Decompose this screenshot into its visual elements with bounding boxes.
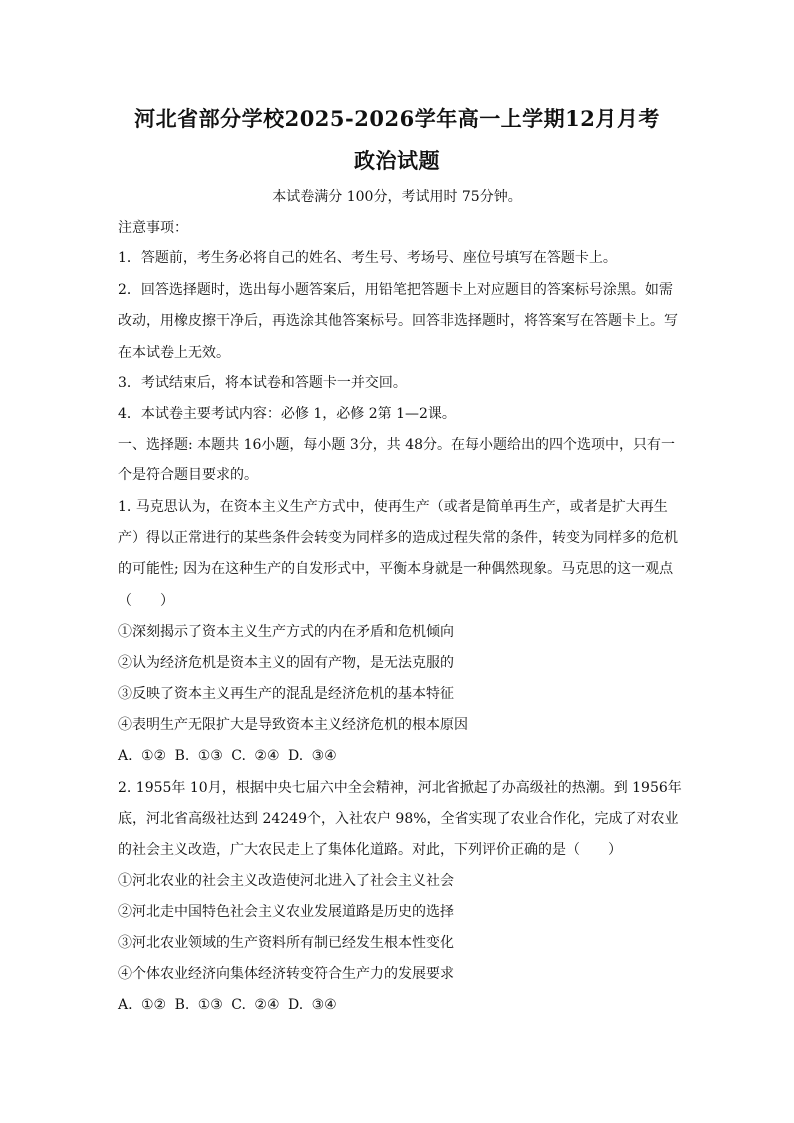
statement: ④表明生产无限扩大是导致资本主义经济危机的根本原因 xyxy=(118,717,468,733)
statement: ②河北走中国特色社会主义农业发展道路是历史的选择 xyxy=(118,904,454,920)
question-stem: 产）得以正常进行的某些条件会转变为同样多的造成过程失常的条件，转变为同样多的危机 xyxy=(118,530,678,546)
exam-info: 本试卷满分 100分，考试用时 75分钟。 xyxy=(272,189,522,205)
answer-options: A. ①② B. ①③ C. ②④ D. ③④ xyxy=(118,997,337,1013)
exam-subtitle: 政治试题 xyxy=(354,148,440,173)
exam-title: 河北省部分学校2025-2026学年高一上学期12月月考 xyxy=(134,106,660,131)
question-stem: 的社会主义改造，广大农民走上了集体化道路。对此，下列评价正确的是（ ） xyxy=(118,842,622,858)
note-line: 在本试卷上无效。 xyxy=(118,345,230,361)
statement: ③河北农业领域的生产资料所有制已经发生根本性变化 xyxy=(118,935,454,951)
note-line: 2．回答选择题时，选出每小题答案后，用铅笔把答题卡上对应题目的答案标号涂黑。如需 xyxy=(118,282,673,298)
statement: ②认为经济危机是资本主义的固有产物，是无法克服的 xyxy=(118,655,454,671)
answer-options: A. ①② B. ①③ C. ②④ D. ③④ xyxy=(118,748,337,764)
question-stem: 2. 1955年 10月，根据中央七届六中全会精神，河北省掀起了办高级社的热潮。到 1956年 xyxy=(118,780,682,796)
section-heading: 个是符合题目要求的。 xyxy=(118,467,258,483)
question-stem: 底，河北省高级社达到 24249个，入社农户 98%，全省实现了农业合作化，完成了对农业 xyxy=(118,811,679,827)
question-stem: 1. 马克思认为，在资本主义生产方式中，使再生产（或者是简单再生产，或者是扩大再生 xyxy=(118,499,668,515)
note-line: 3．考试结束后，将本试卷和答题卡一并交回。 xyxy=(118,375,407,391)
note-line: 改动，用橡皮擦干净后，再选涂其他答案标号。回答非选择题时，将答案写在答题卡上。写 xyxy=(118,313,678,329)
statement: ③反映了资本主义再生产的混乱是经济危机的基本特征 xyxy=(118,686,454,702)
notes-heading: 注意事项： xyxy=(118,220,188,236)
note-line: 1．答题前，考生务必将自己的姓名、考生号、考场号、座位号填写在答题卡上。 xyxy=(118,250,617,266)
statement: ①河北农业的社会主义改造使河北进入了社会主义社会 xyxy=(118,873,454,889)
note-line: 4．本试卷主要考试内容：必修 1，必修 2第 1—2课。 xyxy=(118,406,456,422)
answer-bracket: （ ） xyxy=(118,593,174,609)
question-stem: 的可能性; 因为在这种生产的自发形式中，平衡本身就是一种偶然现象。马克思的这一观点 xyxy=(118,561,674,577)
statement: ①深刻揭示了资本主义生产方式的内在矛盾和危机倾向 xyxy=(118,624,454,640)
statement: ④个体农业经济向集体经济转变符合生产力的发展要求 xyxy=(118,966,454,982)
section-heading: 一、选择题: 本题共 16小题，每小题 3分，共 48分。在每小题给出的四个选项中，只有一 xyxy=(118,437,676,453)
